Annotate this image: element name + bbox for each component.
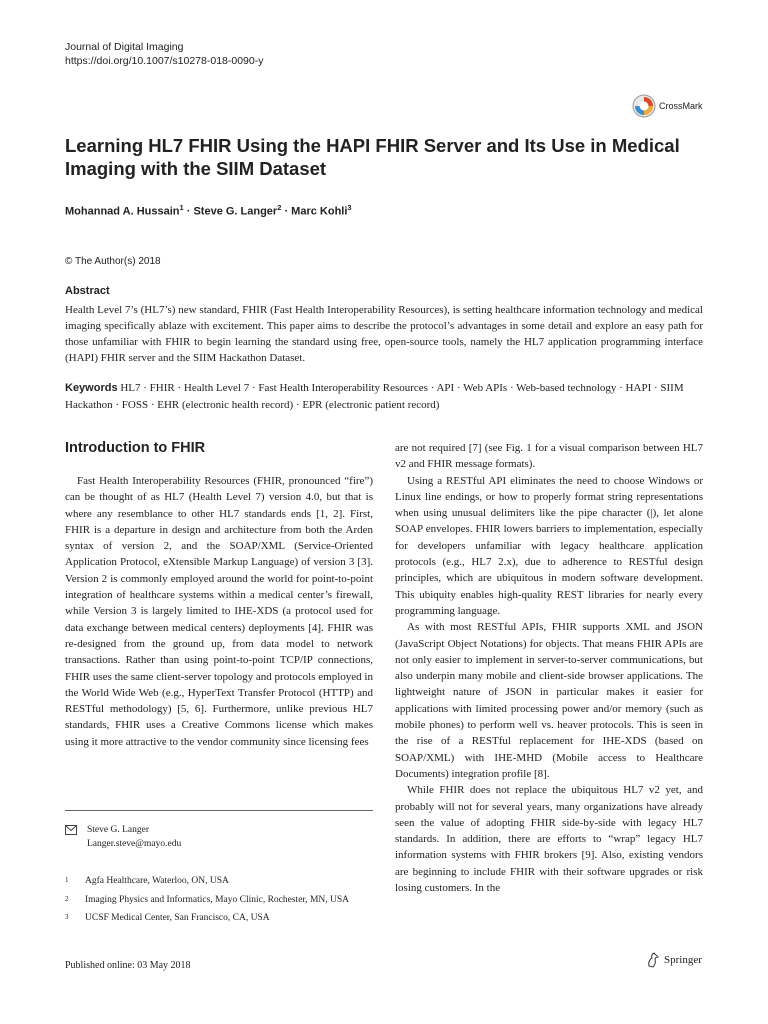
doi-link[interactable]: https://doi.org/10.1007/s10278-018-0090-y	[65, 55, 264, 67]
section-heading: Introduction to FHIR	[65, 440, 206, 456]
affiliation-number: 2	[65, 895, 69, 903]
paragraph: Using a RESTful API eliminates the need to choose Windows or Linux line endings, or how to properly format string representations when using unusual delimiters like the pipe character (|), let alone SOAP envelopes. FHIR lowers barriers to implementation, especially for developers unfamiliar with legacy healthcare application protocols (e.g., HL7 2.x), due to adherence to RESTful design principles, which are ubiquitous in modern software development. This ubiquity enables high-quality REST libraries for nearly every programming language.	[395, 474, 703, 617]
author-name[interactable]: Marc Kohli	[291, 205, 348, 218]
affiliation	[65, 913, 270, 923]
affiliation	[65, 876, 229, 886]
paragraph: While FHIR does not replace the ubiquitous HL7 v2 yet, and probably will not for several years, many organizations have already seen the value of adopting FHIR side-by-side with legacy HL7 standards. In addition, there are efforts to “wrap” legacy HL7 information systems with FHIR brokers [9]. Also, existing vendors are beginning to include FHIR with their software upgrades or risk losing customers. In the	[395, 784, 703, 895]
paper-title: Learning HL7 FHIR Using the HAPI FHIR Server and Its Use in Medical Imaging with the SIIM Dataset	[65, 135, 680, 179]
springer-horse-icon	[646, 952, 660, 968]
keywords-label: Keywords	[65, 382, 118, 394]
author-name[interactable]: Steve G. Langer	[193, 205, 278, 218]
correspondence-name: Steve G. Langer	[87, 825, 149, 835]
paragraph: Fast Health Interoperability Resources (FHIR, pronounced “fire”) can be thought of as HL7 (Health Level 7) version 4.0, but that is where any resemblance to other HL7 standards ends [1, 2]. First, FHIR is a departure in design and architecture from both the Arden syntax of version 2, and the SOAP/XML (Service-Oriented Application Protocol, eXtensible Markup Language) of version 3 [3]. Version 2 is commonly employed around the world for point-to-point integration of healthcare systems within a medical center’s firewall, while Version 3 is largely limited to IHE-XDS (a protocol used for data exchange between medical centers) deployments [4]. FHIR was re-designed from the ground up, from data model to network transactions. Rather than using point-to-point TCP/IP connections, FHIR uses the same client-server topology and protocols employed in the World Wide Web (e.g., HyperText Transfer Protocol (HTTP) and RESTful methodology) [5, 6]. Furthermore, unlike previous HL7 standards, FHIR uses a Creative Commons license which makes using it more attractive to the vendor community since licensing fees	[65, 475, 373, 748]
author-separator: ·	[281, 205, 292, 218]
crossmark-icon	[632, 94, 656, 118]
author-affiliation-mark: 2	[277, 203, 282, 212]
paragraph: As with most RESTful APIs, FHIR supports XML and JSON (JavaScript Object Notations) for objects. That means FHIR APIs are not only easier to implement in server-to-server communications, but also underpin many mobile and client-side browser applications. The lightweight nature of JSON in particular makes it easier for applications with limited processing power and/or memory (such as mobile phones) to perform well vs. heaver protocols. This is seen in the rise of a RESTful replacement for IHE-XDS (based on SOAP/XML) with IHE-MHD (Mobile access to Healthcare Documents) integration profile [8].	[395, 621, 703, 780]
abstract-heading: Abstract	[65, 285, 110, 297]
paragraph: are not required [7] (see Fig. 1 for a visual comparison between HL7 v2 and FHIR message formats).	[395, 442, 703, 471]
right-column	[395, 440, 703, 896]
publisher-logo[interactable]	[646, 952, 702, 968]
keywords-section	[65, 380, 703, 414]
abstract-text: Health Level 7’s (HL7’s) new standard, FHIR (Fast Health Interoperability Resources), is setting healthcare information technology and medical imaging specifically ablaze with excitement. This paper aims to describe the protocol’s advantages in some detail and explore an easy path for those unfamiliar with FHIR to begin learning the standard using free, open-source tools, namely the HL7 application programming interface (HAPI) FHIR server and the SIIM Hackathon Dataset.	[65, 304, 703, 364]
published-date: Published online: 03 May 2018	[65, 960, 191, 971]
affiliation-number: 1	[65, 876, 69, 884]
correspondence	[65, 823, 181, 851]
envelope-icon	[65, 825, 77, 835]
journal-header	[65, 40, 263, 68]
keywords-text: HL7 · FHIR · Health Level 7 · Fast Health Interoperability Resources · API · Web APIs · Web-based technology · HAPI · SIIM Hackathon · FOSS · EHR (electronic health record) · EPR (electronic patient record)	[65, 382, 684, 411]
affiliation-number: 3	[65, 913, 69, 921]
author-affiliation-mark: 3	[347, 203, 352, 212]
author-affiliation-mark: 1	[179, 203, 184, 212]
author-list	[65, 203, 352, 218]
publisher-name: Springer	[664, 954, 702, 966]
crossmark-badge[interactable]	[632, 94, 703, 118]
author-separator: ·	[183, 205, 194, 218]
journal-name: Journal of Digital Imaging	[65, 41, 184, 53]
author-name[interactable]: Mohannad A. Hussain	[65, 205, 180, 218]
crossmark-label: CrossMark	[659, 101, 703, 111]
affiliation-text: Imaging Physics and Informatics, Mayo Clinic, Rochester, MN, USA	[85, 895, 350, 905]
affiliation	[65, 895, 349, 905]
copyright-notice: © The Author(s) 2018	[65, 256, 161, 267]
left-column	[65, 473, 373, 750]
footnote-divider	[65, 810, 373, 811]
affiliation-text: UCSF Medical Center, San Francisco, CA, USA	[85, 913, 270, 923]
correspondence-email[interactable]: Langer.steve@mayo.edu	[87, 839, 182, 849]
affiliation-text: Agfa Healthcare, Waterloo, ON, USA	[85, 876, 229, 886]
